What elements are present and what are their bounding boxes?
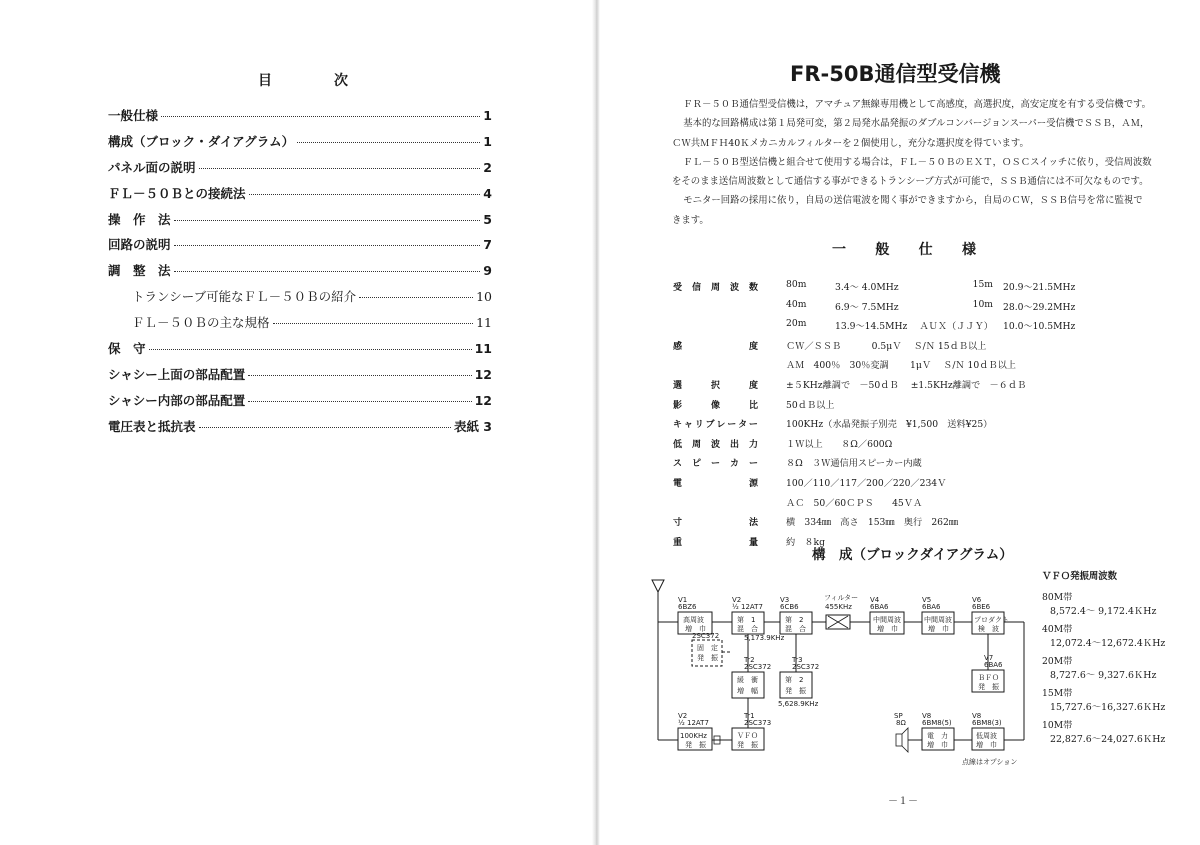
spec-row (673, 395, 1143, 415)
v5-type: 6BA6 (922, 603, 941, 611)
spec-title-char: 仕 (918, 242, 933, 258)
toc-leader-dots (199, 427, 451, 428)
spec-label (673, 398, 758, 411)
spec-label-char: ス (673, 459, 683, 470)
toc-entry (108, 261, 492, 287)
toc-entry-label: 調 整 法 (108, 263, 171, 279)
block-diagram (640, 572, 1040, 772)
tr2-label: 緩 衝 (737, 676, 758, 684)
spec-label-char: ー (710, 459, 720, 470)
toc-leader-dots (248, 375, 471, 376)
toc-entry-label: シャシー上面の部品配置 (108, 366, 246, 382)
v6-label: 検 波 (978, 625, 999, 633)
spec-label-char: 度 (748, 341, 758, 352)
vfo-band: 80M帯 (1042, 592, 1073, 603)
band-name: 20m (786, 318, 807, 330)
diagram-note: 点線はオプション (962, 758, 1018, 766)
spec-table (673, 277, 1143, 551)
spec-value: ±５KHz離調で －50ｄＢ ±1.5KHz離調で －６ｄＢ (786, 379, 1027, 391)
spec-row-receive-freq-3 (673, 316, 1143, 336)
spec-label (673, 437, 758, 450)
v2-tube: V2 (732, 596, 742, 604)
v7-tube: V7 (984, 654, 994, 662)
spec-label-char: 比 (748, 400, 758, 411)
spec-row (673, 375, 1143, 395)
spec-value: ＡＭ 400％ 30％変調 1μＶ Ｓ/Ｎ 10ｄＢ以上 (786, 360, 1016, 372)
toc-entry (108, 287, 492, 313)
toc-entry (108, 184, 492, 210)
v3-label: 混 合 (785, 625, 806, 633)
left-page (0, 0, 590, 845)
toc-title (258, 70, 348, 90)
spec-label-char: 度 (748, 380, 758, 391)
tr3-type: 2SC372 (792, 663, 820, 671)
spec-label-char: 法 (748, 518, 758, 529)
tr3-label: 第 2 (785, 676, 804, 684)
vfo-item (1042, 653, 1192, 685)
vfo-freq: 8,727.6～ 9,327.6ＫHz (1050, 670, 1157, 681)
spec-label (673, 456, 758, 469)
toc-entry (108, 391, 492, 417)
spec-label (673, 417, 758, 430)
spec-label-char: ー (748, 420, 758, 431)
spec-label-char: 低 (673, 439, 683, 450)
v6-type: 6BE6 (972, 603, 991, 611)
vfo-freq: 12,072.4～12,672.4ＫHz (1050, 638, 1166, 649)
toc-title-char-2: 次 (334, 73, 348, 89)
v1-tube: V1 (678, 596, 688, 604)
v2b-tube: V2 (678, 712, 688, 720)
v8b-tube: V8 (922, 712, 932, 720)
speaker-icon (896, 734, 902, 746)
toc-leader-dots (297, 142, 480, 143)
toc-title-char-1: 目 (258, 73, 272, 89)
spec-row (673, 434, 1143, 454)
band-range: 3.4～ 4.0MHz (835, 282, 899, 293)
v5-label: 中間周波 (924, 616, 952, 624)
spec-label-char: リ (694, 420, 704, 431)
band-name: 80m (786, 279, 807, 290)
spec-value: 横 334㎜ 高さ 153㎜ 奥行 262㎜ (786, 517, 959, 529)
vfo-item (1042, 685, 1192, 717)
toc-entry-page: 7 (483, 237, 492, 253)
band-name: 40m (786, 298, 807, 310)
toc-entry-page: 10 (476, 289, 492, 305)
spec-row (673, 512, 1143, 532)
spec-label-char: レ (716, 420, 726, 431)
spec-label-char: 重 (673, 537, 683, 548)
toc-leader-dots (248, 401, 471, 402)
toc-leader-dots (149, 349, 472, 350)
v8b-label: 増 巾 (927, 741, 948, 749)
spec-label-char: 電 (673, 478, 683, 489)
vfo-freq: 22,827.6～24,027.6ＫHz (1050, 734, 1166, 745)
spec-label-char: ャ (683, 420, 693, 431)
spec-row (673, 453, 1143, 473)
tr1-type: 2SC373 (744, 719, 772, 727)
v3-label: 第 2 (785, 616, 804, 624)
toc-entry-page: 1 (483, 133, 492, 149)
toc-entry-page: 表紙 3 (453, 418, 492, 434)
v4-label: 中間周波 (873, 616, 901, 624)
fixed-osc-label: 発 振 (697, 654, 718, 662)
v3-type: 6CB6 (780, 603, 799, 611)
intro-line: をそのまま送信周波数として通信する事ができるトランシーブ方式が可能で，ＳＳＢ通信には不可欠なものです。 (672, 176, 1149, 188)
spec-value: 約 ８kg (786, 536, 826, 548)
freq-1: 5,173.9KHz (744, 634, 785, 642)
toc-entry (108, 313, 492, 339)
toc-entry (108, 365, 492, 391)
v6-tube: V6 (972, 596, 982, 604)
tr3-tube: Tr3 (792, 656, 803, 664)
spec-value: １Ｗ以上 ８Ω／600Ω (786, 438, 893, 450)
v2-label: 混 合 (737, 625, 758, 633)
toc-leader-dots (174, 220, 481, 221)
v2b-type: ½ 12AT7 (678, 719, 709, 727)
toc-entry-label: パネル面の説明 (108, 159, 196, 175)
block-diagram-title: 構 成（ブロックダイアグラム） (812, 547, 1013, 563)
v4-tube: V4 (870, 596, 880, 604)
toc-entry (108, 158, 492, 184)
antenna-icon (652, 580, 664, 592)
fixed-osc-label: 固 定 (697, 644, 718, 652)
vfo-freq: 8,572.4～ 9,172.4ＫHz (1050, 606, 1157, 617)
spec-label-char: ピ (691, 459, 701, 470)
spec-row (673, 336, 1143, 356)
v7-label: 発 振 (978, 683, 999, 691)
vfo-frequency-list (1042, 568, 1192, 749)
v1-label: 高周波 (683, 616, 704, 624)
page-number: －１－ (888, 796, 918, 807)
toc-entry (108, 106, 492, 132)
tr3-label: 発 振 (785, 687, 806, 695)
toc-entry (108, 339, 492, 365)
spec-row (673, 414, 1143, 434)
toc-leader-dots (273, 323, 474, 324)
toc-list (108, 106, 492, 443)
tr2-type: 2SC372 (744, 663, 772, 671)
toc-entry (108, 235, 492, 261)
toc-entry-label: 操 作 法 (108, 211, 171, 227)
toc-entry (108, 210, 492, 236)
spec-label-char: 量 (748, 537, 758, 548)
spec-row (673, 355, 1143, 375)
intro-line: きます。 (672, 214, 709, 226)
v5-tube: V5 (922, 596, 932, 604)
spec-row-receive-freq-1 (673, 277, 1143, 297)
toc-entry-label: シャシー内部の部品配置 (108, 392, 246, 408)
toc-entry-label: 保 守 (108, 341, 146, 357)
v8a-tube: V8 (972, 712, 982, 720)
vfo-band: 20M帯 (1042, 656, 1073, 667)
spec-label (673, 535, 758, 548)
tr1-label: ＶＦＯ (737, 732, 758, 740)
band-range: 20.9～21.5MHz (1003, 282, 1076, 293)
filter-freq: 455KHz (825, 603, 852, 611)
toc-entry-page: 9 (483, 263, 492, 279)
intro-line: ＣＷ共ＭＦＨ40Ｋメカニカルフィルターを２個使用し，充分な選択度を得ています。 (672, 137, 1029, 149)
v8a-type: 6BM8(3) (972, 719, 1002, 727)
band-range: 28.0～29.2MHz (1003, 301, 1076, 313)
spec-label-char: 源 (748, 478, 758, 489)
spec-label-char: 数 (748, 283, 758, 293)
toc-leader-dots (249, 194, 481, 195)
spec-section-title (832, 239, 976, 259)
toc-entry-page: 11 (476, 315, 492, 331)
spec-value: 100KHz（水晶発振子別売 ¥1,500 送料¥25） (786, 419, 993, 431)
book-gutter (592, 0, 600, 845)
spec-label-char: 受 (673, 283, 683, 293)
spec-label-char: 択 (710, 380, 720, 391)
spec-label-char: ブ (705, 420, 715, 431)
intro-line: ＦＲ－５０Ｂ通信型受信機は，アマチュア無線専用機として高感度，高選択度，高安定度を有する受信機です。 (683, 99, 1151, 110)
spec-title-char: 般 (875, 242, 890, 258)
sp-label: SP (894, 712, 903, 720)
vfo-freq: 15,727.6～16,327.6ＫHz (1050, 702, 1166, 713)
spec-label-char: 寸 (673, 518, 683, 529)
spec-label-char: 波 (729, 283, 739, 293)
v2-type: ½ 12AT7 (732, 603, 763, 611)
vfo-band: 10M帯 (1042, 720, 1073, 731)
v1-type: 6BZ6 (678, 603, 697, 611)
spec-value: 100／110／117／200／220／234Ｖ (786, 477, 947, 489)
vfo-band: 15M帯 (1042, 688, 1073, 699)
spec-label-char: 影 (673, 400, 683, 411)
band-range: 10.0～10.5MHz (1003, 321, 1076, 333)
v2b-label: 発 振 (685, 741, 706, 749)
spec-label (673, 378, 758, 391)
vfo-item (1042, 621, 1192, 653)
vfo-band: 40M帯 (1042, 624, 1073, 635)
v1-label: 増 巾 (685, 625, 706, 633)
toc-entry-label: 一般仕様 (108, 108, 159, 123)
v2b-label: 100KHz (680, 732, 707, 740)
vfo-item (1042, 717, 1192, 749)
toc-entry-page: 1 (483, 108, 492, 123)
v2-label: 第 1 (737, 616, 756, 624)
v6-label: プロダクト (974, 616, 1009, 624)
toc-entry-label: トランシーブ可能なＦＬ－５０Ｂの紹介 (132, 289, 357, 305)
tr1-label: 発 振 (737, 741, 758, 749)
band-range: 6.9～ 7.5MHz (835, 301, 899, 313)
spec-label-char: 信 (691, 283, 701, 293)
vfo-title: ＶＦＯ発振周波数 (1042, 571, 1118, 582)
tr2-tube: Tr2 (744, 656, 755, 664)
v4-label: 増 巾 (877, 625, 898, 633)
toc-entry-label: ＦＬ－５０Ｂとの接続法 (108, 185, 246, 201)
intro-text (672, 95, 1152, 230)
spec-value: 50ｄＢ以上 (786, 399, 835, 411)
tr1-tube: Tr1 (744, 712, 755, 720)
spec-row (673, 473, 1143, 493)
spec-label-char: カ (729, 459, 739, 470)
spec-label-char: 選 (673, 380, 683, 391)
sp-impedance: 8Ω (896, 719, 906, 727)
fixed-osc-tr: 2SC372 (692, 632, 720, 640)
toc-entry-page: 11 (474, 341, 492, 357)
spec-value: ＣＷ／ＳＳＢ 0.5μＶ Ｓ/Ｎ 15ｄＢ以上 (786, 340, 987, 352)
spec-label-char: 周 (691, 439, 701, 450)
spec-label-char: 周 (710, 283, 720, 293)
spec-label-char: 像 (710, 400, 720, 411)
spec-label-receive-freq (673, 280, 758, 293)
spec-label-char: ー (727, 420, 737, 431)
toc-entry-label: ＦＬ－５０Ｂの主な規格 (132, 315, 270, 331)
band-name: 15m (972, 279, 993, 290)
band-name: 10m (972, 298, 993, 310)
toc-entry (108, 132, 492, 158)
spec-label (673, 476, 758, 489)
v3-tube: V3 (780, 596, 790, 604)
toc-leader-dots (161, 116, 480, 117)
toc-entry (108, 417, 492, 443)
spec-value: ８Ω ３Ｗ通信用スピーカー内蔵 (786, 458, 922, 470)
toc-leader-dots (359, 297, 473, 298)
toc-entry-page: 5 (483, 211, 492, 227)
spec-label-char: 波 (710, 439, 720, 450)
v7-type: 6BA6 (984, 661, 1003, 669)
band-name: ＡＵＸ（ＪＪＹ） (919, 321, 993, 333)
tr2-label: 増 幅 (737, 687, 758, 695)
spec-label-char: 力 (748, 439, 758, 450)
intro-line: モニター回路の採用に依り，自局の送信電波を聞く事ができますから，自局のＣＷ，ＳＳＢ信号を常に監視で (683, 195, 1143, 207)
freq-2: 5,628.9KHz (778, 700, 819, 708)
v8a-label: 低周波 (976, 732, 997, 740)
toc-leader-dots (174, 245, 481, 246)
spec-label-char: 出 (729, 439, 739, 450)
v4-type: 6BA6 (870, 603, 889, 611)
intro-line: ＦＬ－５０Ｂ型送信機と組合せて使用する場合は，ＦＬ－５０ＢのＥＸＴ，ＯＳＣスイッチに依り，受信周波数 (683, 156, 1152, 168)
toc-entry-label: 電圧表と抵抗表 (108, 418, 196, 434)
v7-label: ＢＦＯ (978, 674, 999, 682)
spec-row-receive-freq-2 (673, 297, 1143, 317)
vfo-item (1042, 589, 1192, 621)
v8b-type: 6BM8(5) (922, 719, 952, 727)
toc-leader-dots (174, 271, 481, 272)
filter-label: フィルター (824, 594, 859, 602)
v8b-label: 電 力 (927, 732, 948, 740)
toc-entry-label: 回路の説明 (108, 237, 171, 253)
toc-entry-page: 4 (483, 185, 492, 201)
toc-entry-page: 2 (483, 159, 492, 175)
v8a-label: 増 巾 (976, 741, 997, 749)
spec-title-char: 一 (832, 242, 846, 258)
toc-leader-dots (199, 168, 481, 169)
v5-label: 増 巾 (928, 625, 949, 633)
page-title: FR-50B通信型受信機 (790, 62, 1001, 86)
toc-entry-label: 構成（ブロック・ダイアグラム） (108, 133, 295, 149)
toc-entry-page: 12 (474, 366, 492, 382)
spec-label-char: タ (738, 420, 748, 431)
spec-value: ＡＣ 50／60ＣＰＳ 45ＶＡ (786, 497, 923, 509)
spec-row (673, 493, 1143, 513)
toc-entry-page: 12 (474, 392, 492, 408)
intro-line: 基本的な回路構成は第１局発可変，第２局発水晶発振のダブルコンバージョンスーパー受信機でＳＳＢ，ＡＭ， (683, 118, 1150, 130)
spec-label-char: 感 (673, 341, 683, 352)
spec-label (673, 515, 758, 528)
spec-label-char: ー (748, 459, 758, 470)
spec-title-char: 様 (961, 242, 976, 258)
spec-label (673, 339, 758, 352)
band-range: 13.9～14.5MHz (835, 321, 908, 333)
spec-label-char: キ (673, 420, 683, 431)
